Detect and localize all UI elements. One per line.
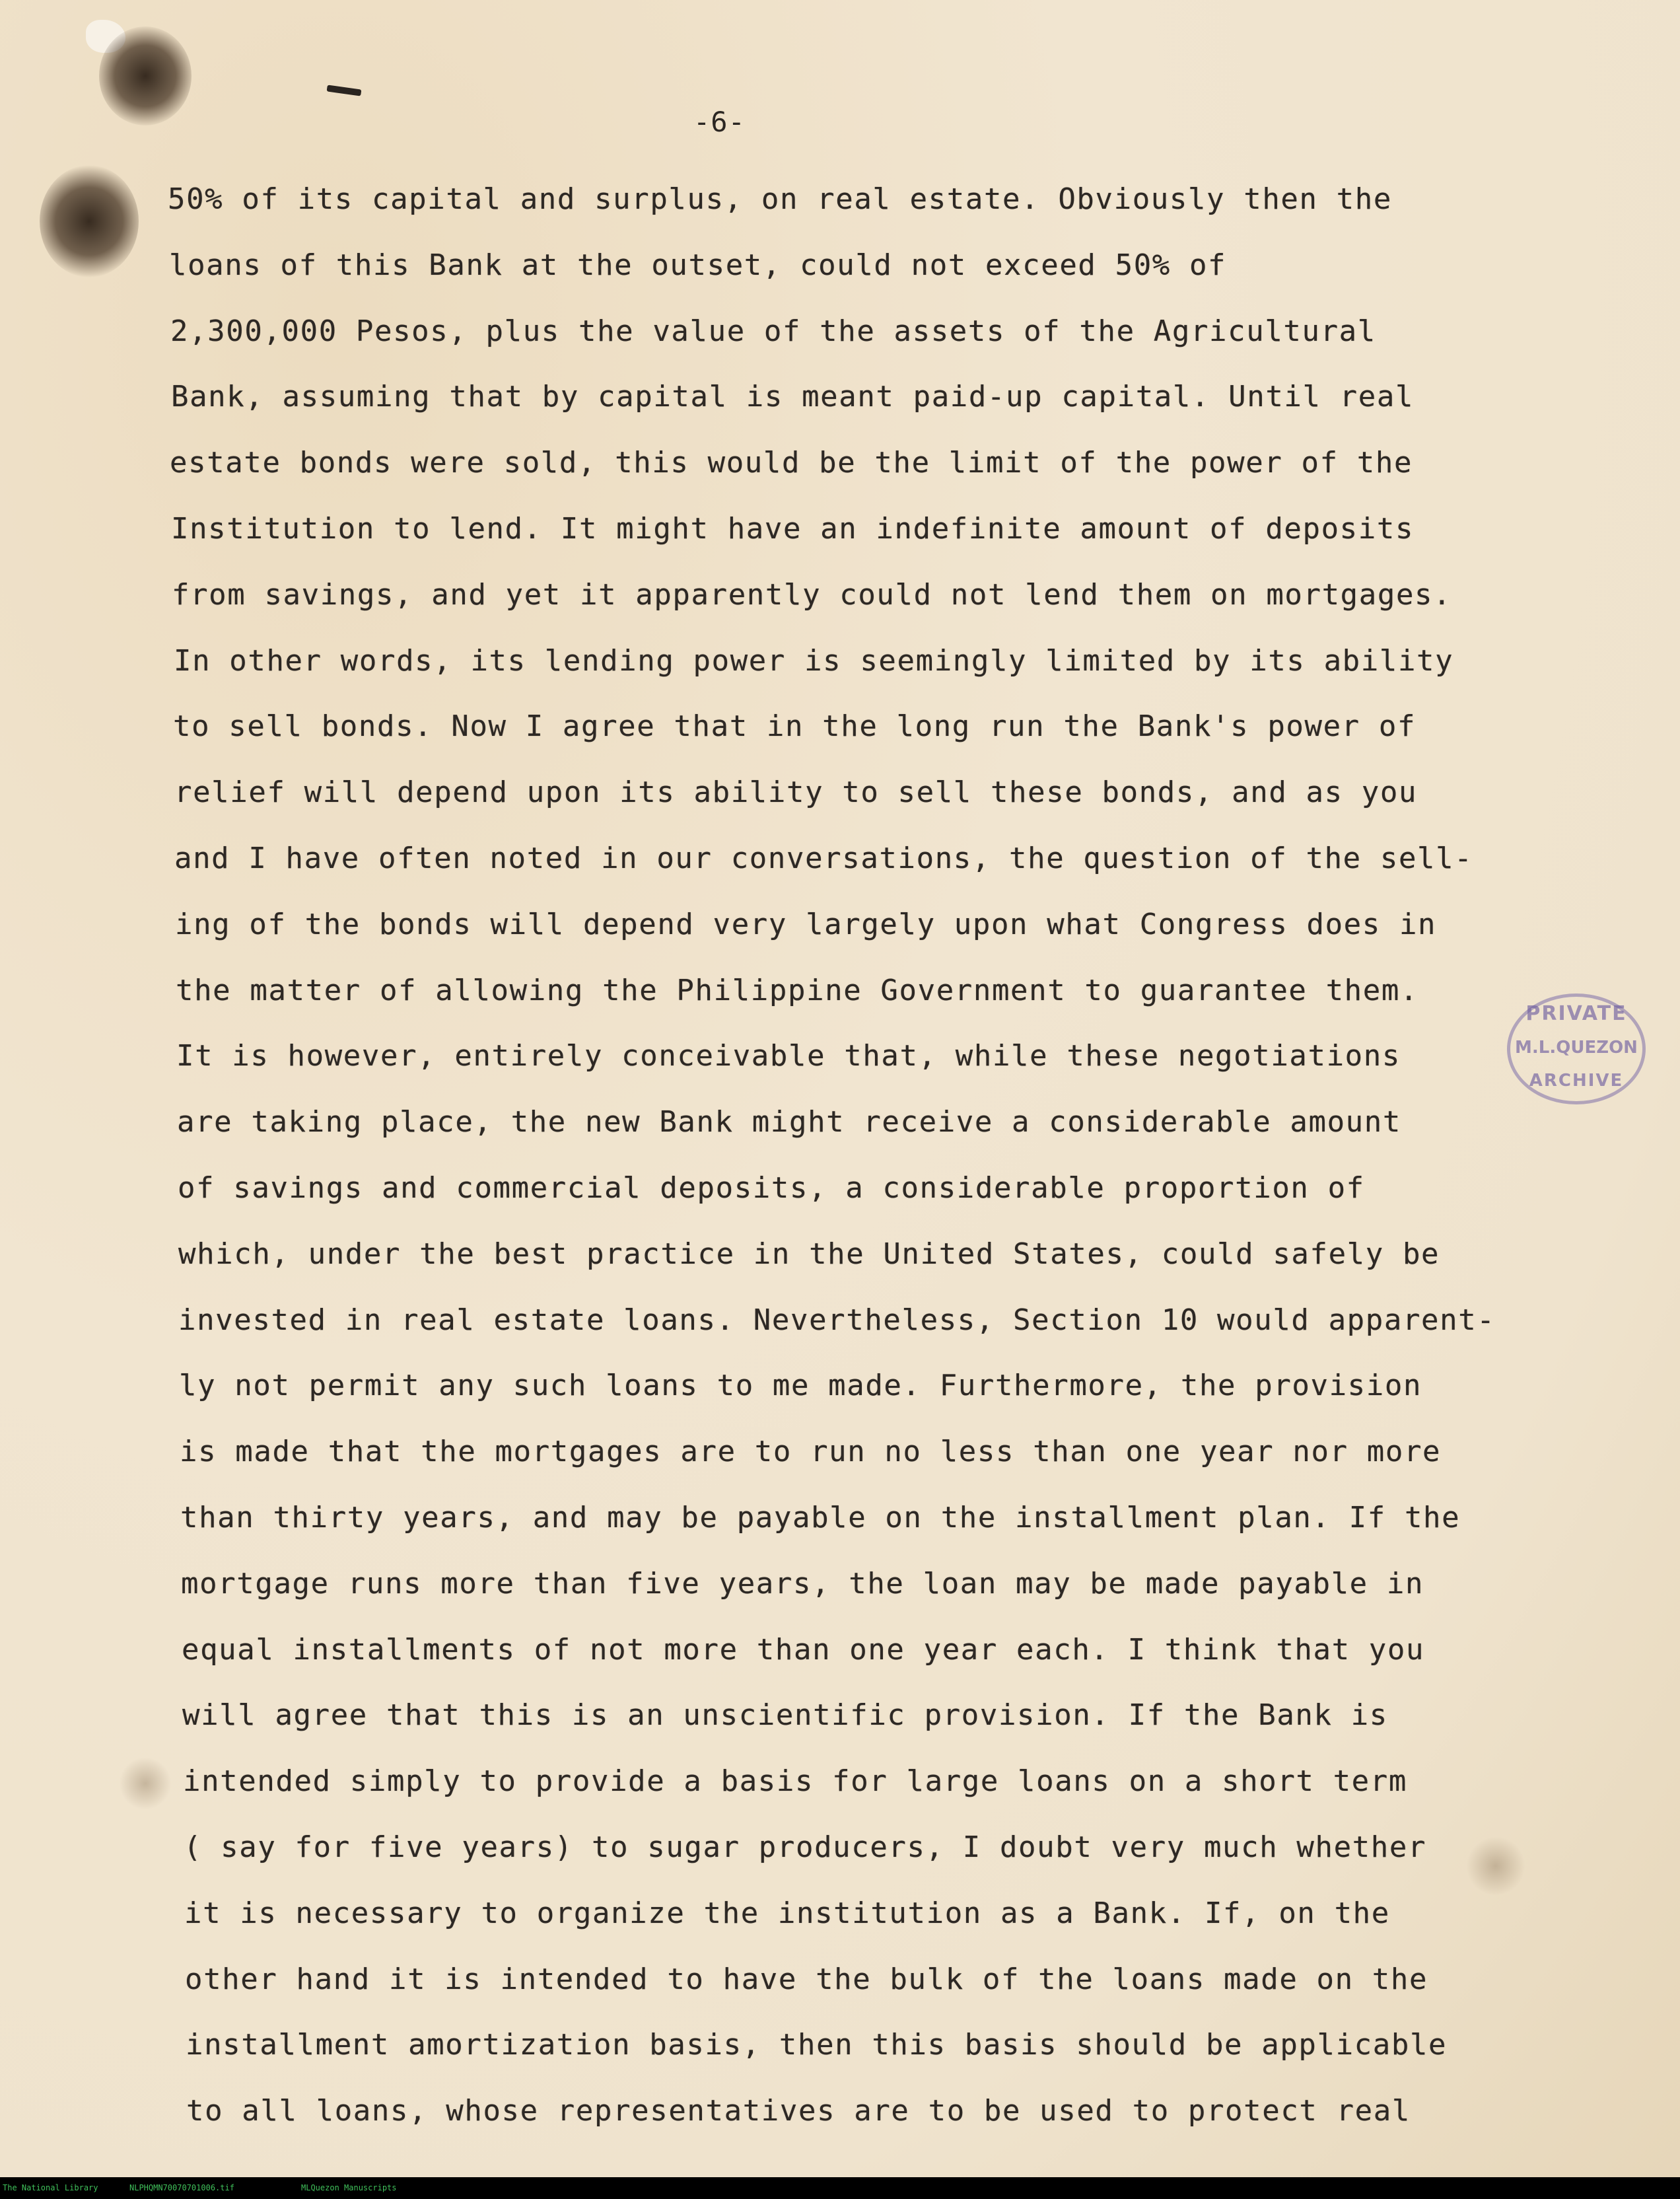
text-line: intended simply to provide a basis for large loans on a short term: [183, 1764, 1407, 1799]
text-line: is made that the mortgages are to run no less than one year nor more: [180, 1435, 1442, 1469]
scan-footer: [0, 2177, 1680, 2199]
text-line: 50% of its capital and surplus, on real estate. Obviously then the: [168, 182, 1392, 216]
text-line: relief will depend upon its ability to sell these bonds, and as you: [174, 775, 1418, 810]
text-line: ing of the bonds will depend very largely upon what Congress does in: [175, 907, 1437, 941]
archive-stamp: [1507, 993, 1646, 1104]
footer-file-name: NLPHQMN70070701006.tif: [129, 2183, 234, 2192]
text-line: to sell bonds. Now I agree that in the long run the Bank's power of: [173, 709, 1417, 744]
text-line: equal installments of not more than one year each. I think that you: [182, 1632, 1425, 1667]
text-line: It is however, entirely conceivable that, while these negotiations: [176, 1039, 1401, 1073]
text-line: from savings, and yet it apparently could not lend them on mortgages.: [172, 577, 1452, 612]
text-line: loans of this Bank at the outset, could not exceed 50% of: [169, 248, 1227, 282]
text-line: estate bonds were sold, this would be the limit of the power of the: [170, 446, 1413, 480]
text-line: which, under the best practice in the United States, could safely be: [178, 1237, 1440, 1271]
text-line: Institution to lend. It might have an indefinite amount of deposits: [171, 511, 1415, 546]
stamp-bottom-text: ARCHIVE: [1529, 1071, 1624, 1091]
text-line: of savings and commercial deposits, a considerable proportion of: [178, 1171, 1365, 1205]
text-line: installment amortization basis, then this basis should be applicable: [186, 2028, 1448, 2062]
text-line: ly not permit any such loans to me made. Furthermore, the provision: [179, 1369, 1422, 1403]
smudge-left: [119, 1757, 172, 1810]
footer-library: The National Library: [3, 2183, 98, 2192]
footer-collection: MLQuezon Manuscripts: [301, 2183, 397, 2192]
text-line: to all loans, whose representatives are to be used to protect real: [186, 2094, 1411, 2128]
page-number: -6-: [693, 106, 746, 138]
text-line: mortgage runs more than five years, the loan may be made payable in: [181, 1566, 1424, 1601]
text-line: invested in real estate loans. Nevertheless, Section 10 would apparent-: [178, 1303, 1496, 1337]
stamp-middle-text: M.L.QUEZON: [1515, 1038, 1638, 1058]
pen-mark: [327, 85, 362, 96]
text-line: other hand it is intended to have the bulk of the loans made on the: [185, 1962, 1428, 1996]
text-line: will agree that this is an unscientific provision. If the Bank is: [182, 1698, 1388, 1733]
text-line: are taking place, the new Bank might receive a considerable amount: [177, 1105, 1401, 1139]
text-line: the matter of allowing the Philippine Government to guarantee them.: [176, 973, 1419, 1007]
ink-stain-left: [40, 165, 139, 277]
stamp-top-text: PRIVATE: [1525, 1002, 1627, 1025]
text-line: In other words, its lending power is seemingly limited by its ability: [174, 643, 1454, 678]
text-line: ( say for five years) to sugar producers, I doubt very much whether: [184, 1830, 1427, 1864]
text-line: 2,300,000 Pesos, plus the value of the assets of the Agricultural: [170, 314, 1376, 348]
letter-body: [168, 166, 1594, 2144]
text-line: Bank, assuming that by capital is meant paid-up capital. Until real: [171, 380, 1415, 414]
text-line: it is necessary to organize the institution as a Bank. If, on the: [184, 1896, 1390, 1930]
text-line: and I have often noted in our conversations, the question of the sell-: [174, 841, 1473, 875]
text-line: than thirty years, and may be payable on the installment plan. If the: [180, 1500, 1461, 1534]
ink-stain-upper: [99, 26, 192, 126]
